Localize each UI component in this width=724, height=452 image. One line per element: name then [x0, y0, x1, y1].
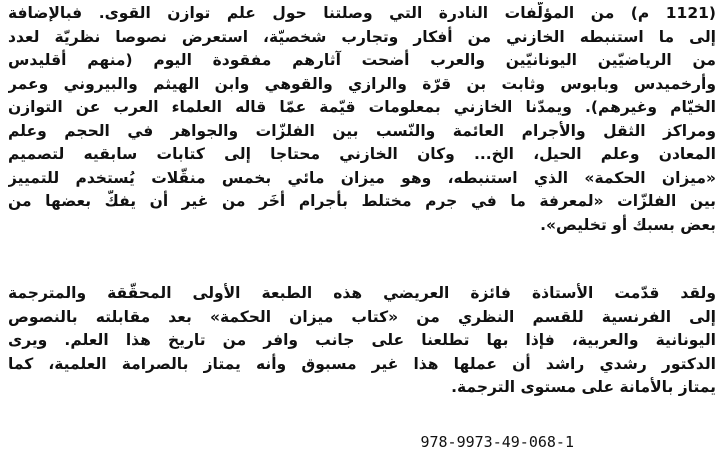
paragraph-1 [8, 2, 716, 237]
text-line: المعادن وعلم الحيل، الخ... وكان الخازني محتاجا إلى كتابات سابقيه لتصميم [8, 145, 716, 163]
text-line: إلى ما استنبطه الخازني من أفكار وتجارب شخصيّة، استعرض نصوصا نظريّة لعدد [8, 27, 716, 46]
text-line: وأرخميدس وبابوس وثابت بن قرّة والرازي والقوهي وابن الهيثم والبيروني وعمر [8, 74, 716, 93]
text-line: «ميزان الحكمة» الذي استنبطه، وهو ميزان مائي بخمس منقّلات يُستخدم للتمييز [8, 168, 716, 187]
paragraph-2 [8, 282, 716, 400]
text-line: بعض بسبك أو تخليص». [540, 215, 716, 234]
text-line: (1121 م) من المؤلّفات النادرة التي وصلتنا حول علم توازن القوى. فبالإضافة [8, 4, 716, 22]
text-line: من الرياضيّين اليونانيّين والعرب أضحت آثارهم مفقودة اليوم (منهم أقليدس [8, 51, 716, 69]
text-line: الخيّام وغيرهم). ويمدّنا الخازني بمعلومات قيّمة عمّا قاله العلماء العرب عن التوازن [8, 98, 716, 116]
text-line: الدكتور رشدي راشد أن عملها هذا غير مسبوق وأنه يمتاز بالصرامة العلمية، كما [8, 354, 716, 373]
isbn-number: 978-9973-49-068-1 [420, 433, 574, 451]
text-line: اليونانية والعربية، فإذا بها تطلعنا على جانب وافر من تاريخ هذا العلم. ويرى [8, 331, 716, 349]
text-line: ولقد قدّمت الأستاذة فائزة العريضي هذه الطبعة الأولى المحقّقة والمترجمة [8, 284, 716, 302]
text-line: إلى الفرنسية للقسم النظري من «كتاب ميزان الحكمة» بعد مقابلته بالنصوص [8, 307, 716, 326]
text-line: ومراكز الثقل والأجرام العائمة والنّسب بين الفلزّات والجواهر في الحجم وعلم [8, 121, 716, 140]
text-line: بين الفلزّات «لمعرفة ما في جرم مختلط بأجرام أُخَر من غير أن يفكّ بعضها من [8, 192, 716, 210]
text-line: يمتاز بالأمانة على مستوى الترجمة. [451, 378, 716, 396]
